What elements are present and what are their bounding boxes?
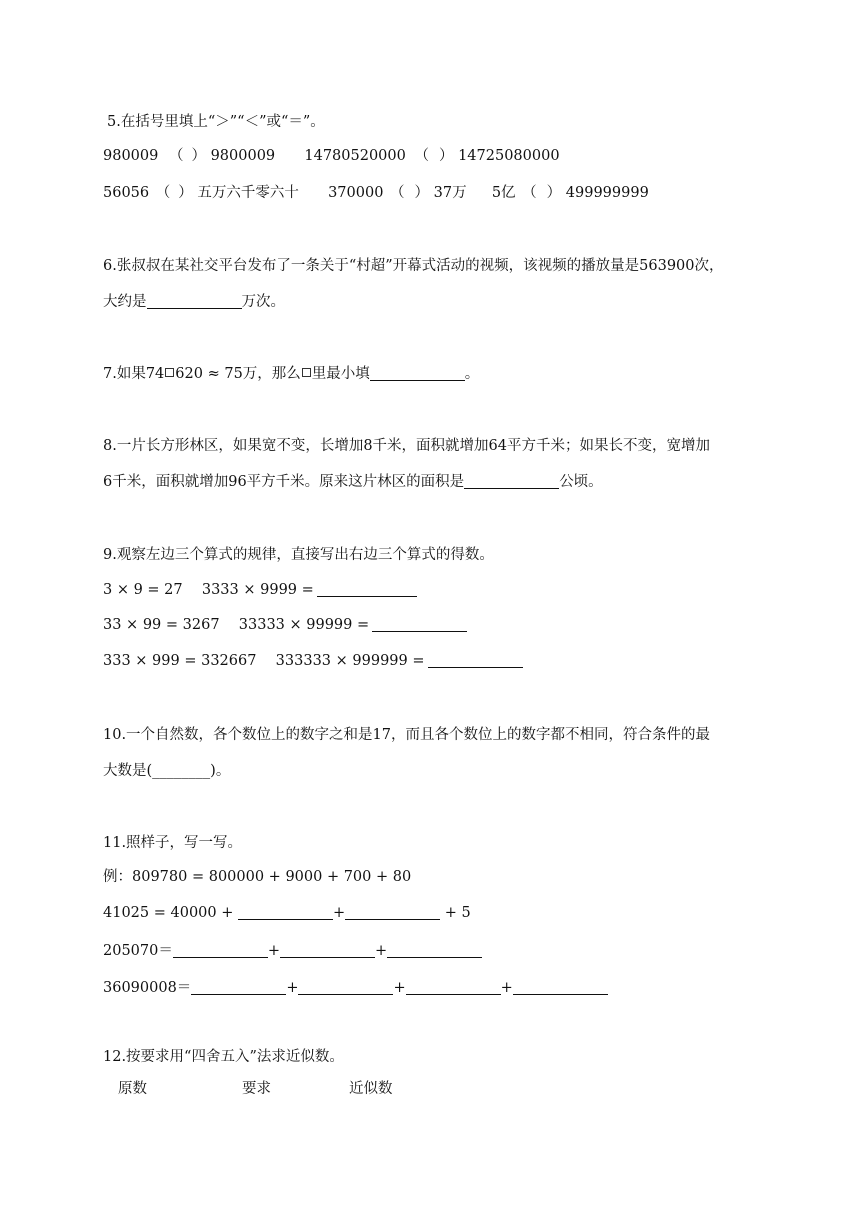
q11-r2-blank1[interactable] [173,941,268,958]
q9-r3-blank[interactable] [428,651,523,668]
plus-sign: + [393,980,406,996]
q7-answer-blank[interactable] [370,364,465,381]
q9-row2 [103,615,467,635]
q5-r1-d: 14725080000 [458,148,560,164]
q5-r2-b: 五万六千零六十 [197,185,299,201]
q5-r2-f: 499999999 [565,185,649,201]
q11-r3-blank2[interactable] [298,978,393,995]
q5-title: 5.在括号里填上“＞”“＜”或“＝”。 [107,114,325,130]
q9-r1-blank[interactable] [317,580,417,597]
q9-r3-right: 333333 × 999999 = [275,653,425,669]
q10-line1: 10.一个自然数，各个数位上的数字之和是17，而且各个数位上的数字都不相同，符合条件的最 [103,727,711,743]
q11-r1-blank2[interactable] [345,903,440,920]
q9-r3-left: 333 × 999 = 332667 [103,653,257,669]
q7-pre: 7.如果74 [103,366,165,382]
q11-title: 11.照样子，写一写。 [103,835,243,851]
q12-title: 12.按要求用“四舍五入”法求近似数。 [103,1049,344,1065]
q9-row1 [103,580,417,600]
q5-r2-paren2[interactable]: （ ） [390,185,430,201]
q11-r1-pre: 41025 = 40000 + [103,905,234,921]
q7-mid: 620 ≈ 75万，那么 [175,366,301,382]
plus-sign: + [500,980,513,996]
q6-post: 万次。 [241,294,285,310]
plus-sign: + [286,980,299,996]
q8-post: 公顷。 [559,474,603,490]
q11-r1-end: + 5 [444,905,471,921]
q11-r3-pre: 36090008＝ [103,980,192,996]
q5-r2-c: 370000 [328,185,384,201]
square-box-icon [302,368,311,377]
q7-post: 里最小填 [311,366,370,382]
q5-r1-b: 9800009 [210,148,276,164]
q11-row2 [103,941,482,961]
q10-line2: 大数是(________)。 [103,763,231,779]
q11-r3-blank1[interactable] [191,978,286,995]
q9-r2-right: 33333 × 99999 = [238,617,370,633]
square-box-icon [165,368,174,377]
q5-r2-e: 5亿 [491,185,516,201]
plus-sign: + [375,943,388,959]
q5-r1-paren2[interactable]: （ ） [414,148,454,164]
q5-r2-a: 56056 [103,185,150,201]
q12-header-req: 要求 [242,1081,271,1097]
q9-r2-left: 33 × 99 = 3267 [103,617,220,633]
q11-r2-blank2[interactable] [280,941,375,958]
q9-r2-blank[interactable] [372,615,467,632]
q5-row1 [103,146,560,166]
q5-r1-a: 980009 [103,148,159,164]
q5-row2 [103,183,649,203]
q11-row3 [103,978,608,998]
q11-r3-blank3[interactable] [406,978,501,995]
q8-line2 [103,472,603,492]
q11-r2-blank3[interactable] [387,941,482,958]
q5-r2-paren3[interactable]: （ ） [522,185,562,201]
q5-r1-paren1[interactable]: （ ） [168,148,206,164]
q11-example: 例：809780 = 800000 + 9000 + 700 + 80 [103,869,412,885]
q6-pre: 大约是 [103,294,147,310]
q5-r1-c: 14780520000 [304,148,406,164]
q11-r3-blank4[interactable] [513,978,608,995]
q5-r2-paren1[interactable]: （ ） [155,185,193,201]
q9-r1-left: 3 × 9 = 27 [103,582,183,598]
q8-line1: 8.一片长方形林区，如果宽不变，长增加8千米，面积就增加64平方千米；如果长不变，宽增加 [103,438,711,454]
q8-pre: 6千米，面积就增加96平方千米。原来这片林区的面积是 [103,474,465,490]
q9-title: 9.观察左边三个算式的规律，直接写出右边三个算式的得数。 [103,547,494,563]
q6-answer-blank[interactable] [147,292,242,309]
q7-line [103,364,479,384]
q12-header-orig: 原数 [118,1081,147,1097]
q11-r1-blank1[interactable] [238,903,333,920]
plus-sign: + [267,943,281,959]
q11-r1-plus: + [333,905,346,921]
q6-line1: 6.张叔叔在某社交平台发布了一条关于“村超”开幕式活动的视频，该视频的播放量是563900次， [103,258,724,274]
q6-line2 [103,292,285,312]
q12-header-approx: 近似数 [349,1081,393,1097]
q7-end: 。 [464,366,480,382]
q5-r2-d: 37万 [433,185,467,201]
q8-answer-blank[interactable] [464,472,559,489]
q11-r2-pre: 205070＝ [103,943,173,959]
q9-row3 [103,651,523,671]
q11-row1 [103,903,471,923]
q9-r1-right: 3333 × 9999 = [201,582,314,598]
